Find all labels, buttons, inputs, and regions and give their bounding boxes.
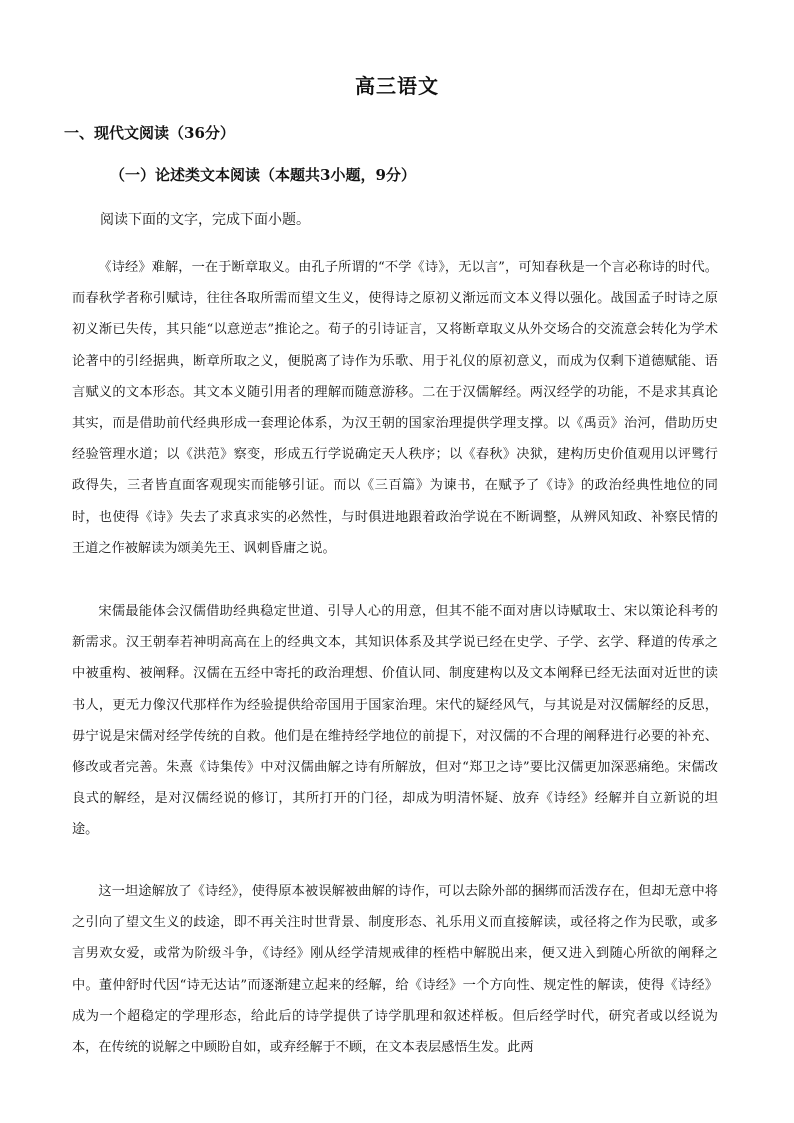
passage-paragraph-3: 这一坦途解放了《诗经》，使得原本被误解被曲解的诗作，可以去除外部的捆绑而活泼存在，但却无意中将之引向了望文生义的歧途，即不再关注时世背景、制度形态、礼乐用义而直接解读，或径将之作为民歌，或多言男欢女爱，或常为阶级斗争，《诗经》刚从经学清规戒律的桎梏中解脱出来，便又进入到随心所欲的阐释之中。董仲舒时代因“诗无达诂”而逐渐建立起来的经解，给《诗经》一个方向性、规定性的解读，使得《诗经》成为一个超稳定的学理形态，给此后的诗学提供了诗学肌理和叙述样板。但后经学时代，研究者或以经说为本，在传统的说解之中顾盼自如，或弃经解于不顾，在文本表层感悟生发。此两 xyxy=(72,884,718,1056)
reading-instruction: 阅读下面的文字，完成下面小题。 xyxy=(100,212,310,228)
sub-section-heading: （一）论述类文本阅读（本题共3小题，9分） xyxy=(110,166,416,184)
passage-paragraph-2: 宋儒最能体会汉儒借助经典稳定世道、引导人心的用意，但其不能不面对唐以诗赋取士、宋以策论科考的新需求。汉王朝奉若神明高高在上的经典文本，其知识体系及其学说已经在史学、子学、玄学、释道的传承之中被重构、被阐释。汉儒在五经中寄托的政治理想、价值认同、制度建构以及文本阐释已经无法面对近世的读书人，更无力像汉代那样作为经验提供给帝国用于国家治理。宋代的疑经风气，与其说是对汉儒解经的反思，毋宁说是宋儒对经学传统的自救。他们是在维持经学地位的前提下，对汉儒的不合理的阐释进行必要的补充、修改或者完善。朱熹《诗集传》中对汉儒曲解之诗有所解放，但对“郑卫之诗”要比汉儒更加深恶痛绝。宋儒改良式的解经，是对汉儒经说的修订，其所打开的门径，却成为明清怀疑、放弃《诗经》经解并自立新说的坦途。 xyxy=(72,604,718,838)
passage-paragraph-1: 《诗经》难解，一在于断章取义。由孔子所谓的“不学《诗》，无以言”，可知春秋是一个言必称诗的时代。而春秋学者称引赋诗，往往各取所需而望文生义，使得诗之原初义渐远而文本义得以强化。战国孟子时诗之原初义渐已失传，其只能“以意逆志”推论之。荀子的引诗证言，又将断章取义从外交场合的交流意会转化为学术论著中的引经据典，断章所取之义，便脱离了诗作为乐歌、用于礼仪的原初意义，而成为仅剩下道德赋能、语言赋义的文本形态。其文本义随引用者的理解而随意游移。二在于汉儒解经。两汉经学的功能，不是求其真论其实，而是借助前代经典形成一套理论体系，为汉王朝的国家治理提供学理支撑。以《禹贡》治河，借助历史经验管理水道；以《洪范》察变，形成五行学说确定天人秩序；以《春秋》决狱，建构历史价值观用以评骘行政得失，三者皆直面客观现实而能够引证。而以《三百篇》为谏书，在赋予了《诗》的政治经典性地位的同时，也使得《诗》失去了求真求实的必然性，与时俱进地跟着政治学说在不断调整，从辨风知政、补察民情的王道之作被解读为颂美先王、讽刺昏庸之说。 xyxy=(72,260,718,556)
document-title: 高三语文 xyxy=(355,74,439,98)
section-heading: 一、现代文阅读（36分） xyxy=(64,124,235,142)
